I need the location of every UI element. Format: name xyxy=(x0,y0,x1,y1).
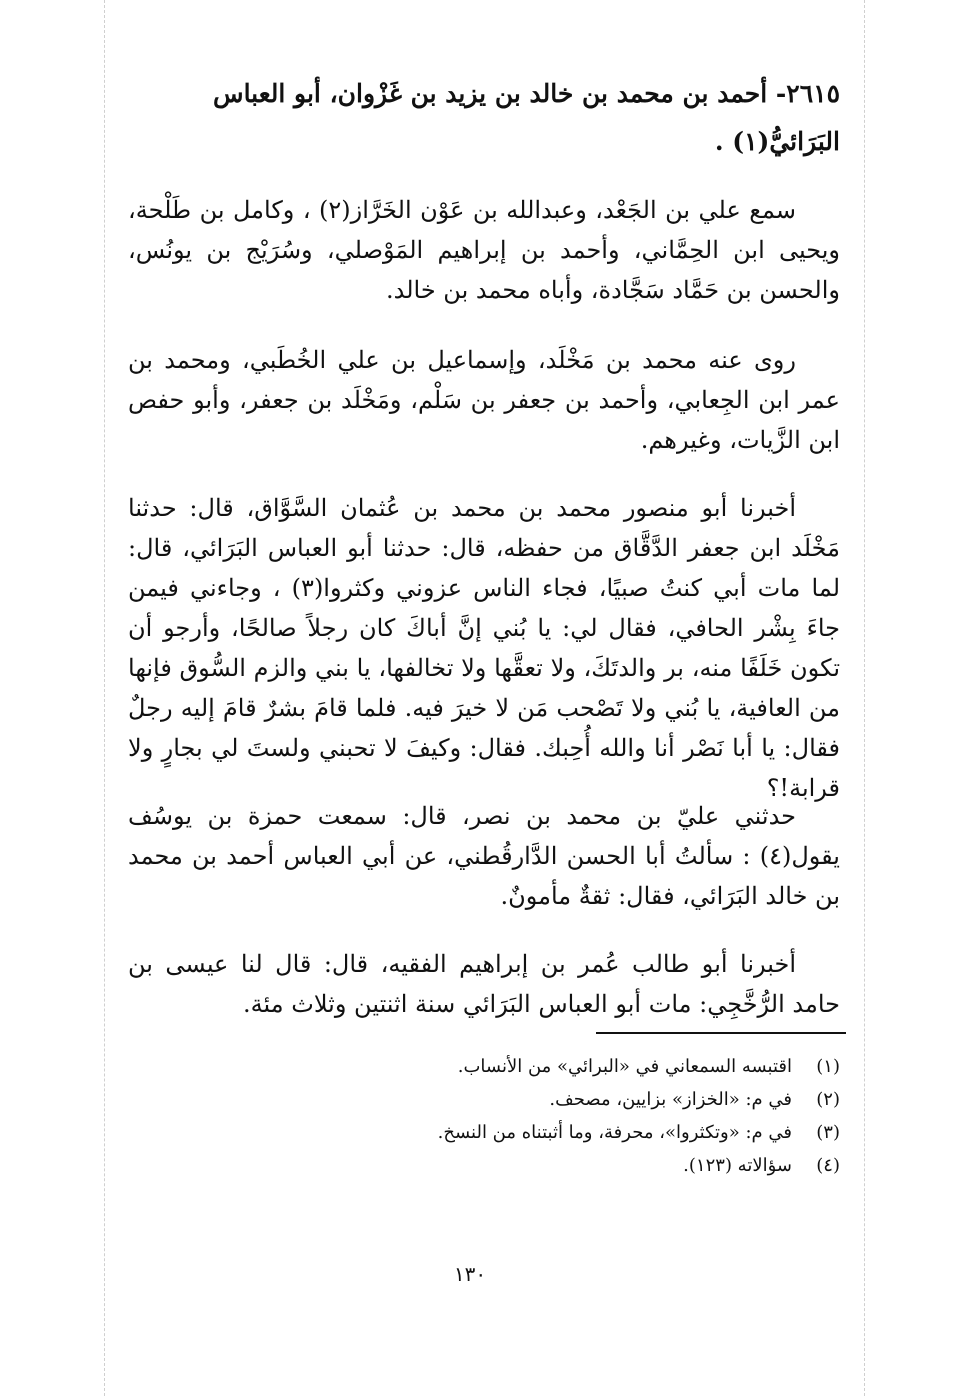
paragraph-death: أخبرنا أبو طالب عُمر بن إبراهيم الفقيه، قال: قال لنا عيسى بن حامد الرُّخَّجِي: مات أبو العباس البَرَائي سنة اثنتين وثلاث مئة. xyxy=(128,950,840,1018)
paragraph-teachers: سمع علي بن الجَعْد، وعبدالله بن عَوْن الخَرَّاز(٢) ، وكامل بن طَلْحة، ويحيى ابن الحِمَّاني، وأحمد بن إبراهيم المَوْصلي، وسُرَيْج بن يونُس، والحسن بن حَمَّاد سَجَّادة، وأباه محمد بن خالد. xyxy=(128,196,840,304)
entry-heading xyxy=(128,70,840,166)
footnote-number: (٣) xyxy=(816,1122,840,1143)
footnote-number: (٢) xyxy=(816,1089,840,1110)
footnote-text: سؤالاته (١٢٣). xyxy=(683,1155,792,1176)
footnote-number: (١) xyxy=(816,1056,840,1077)
footnote xyxy=(280,1116,840,1149)
paragraph-narration: أخبرنا أبو منصور محمد بن محمد بن عُثمان السَّوَّاق، قال: حدثنا مَخْلَد ابن جعفر الدَّقَّاق من حفظه، قال: حدثنا أبو العباس البَرَائي، قال: لما مات أبي كنتُ صبيًا، فجاء الناس عزوني وكثروا(٣) ، وجاءني فيمن جاءَ بِشْر الحافي، فقال لي: يا بُني إنَّ أباكَ كان رجلاً صالحًا، وأرجو أن تكون خَلَفًا منه، بر والدتَكَ، ولا تعقَّها ولا تخالفها، يا بني والزم السُّوق فإنها من العافية، يا بُني ولا تَصْحب مَن لا خيرَ فيه. فلما قامَ بشرٌ قامَ إليه رجلٌ فقال: يا أبا نَصْر أنا والله أُحِبك. فقال: وكيفَ لا تحبني ولستَ لي بجارٍ ولا قرابة!؟ xyxy=(128,494,841,802)
footnote xyxy=(280,1050,840,1083)
heading-line-2: البَرَائيُّ(١) . xyxy=(714,127,840,156)
footnote-text: اقتبسه السمعاني في «البرائي» من الأنساب. xyxy=(457,1056,792,1077)
footnote-text: في م: «وتكثروا»، محرفة، وما أثبتناه من النسخ. xyxy=(437,1122,792,1143)
footnote-text: في م: «الخزاز» بزايين، مصحف. xyxy=(549,1089,792,1110)
page-number: ١٣٠ xyxy=(453,1262,487,1286)
margin-guide-right xyxy=(864,0,865,1396)
footnotes xyxy=(280,1050,840,1182)
footnote xyxy=(280,1149,840,1182)
footnote-divider xyxy=(596,1032,846,1034)
paragraph-grading: حدثني عليّ بن محمد بن نصر، قال: سمعت حمزة بن يوسُف يقول(٤) : سألتُ أبا الحسن الدَّارقُطني، عن أبي العباس أحمد بن محمد بن خالد البَرَائي، فقال: ثقةٌ مأمونٌ. xyxy=(128,802,840,910)
heading-line-1: ٢٦١٥- أحمد بن محمد بن خالد بن يزيد بن غَزْوان، أبو العباس xyxy=(213,79,840,108)
margin-guide-left xyxy=(104,0,105,1396)
footnote xyxy=(280,1083,840,1116)
footnote-number: (٤) xyxy=(816,1155,840,1176)
paragraph-students: روى عنه محمد بن مَخْلَد، وإسماعيل بن علي الخُطَبي، ومحمد بن عمر ابن الجِعابي، وأحمد بن جعفر بن سَلْم، ومَخْلَد بن جعفر، وأبو حفص ابن الزَّيات، وغيرهم. xyxy=(128,346,840,454)
